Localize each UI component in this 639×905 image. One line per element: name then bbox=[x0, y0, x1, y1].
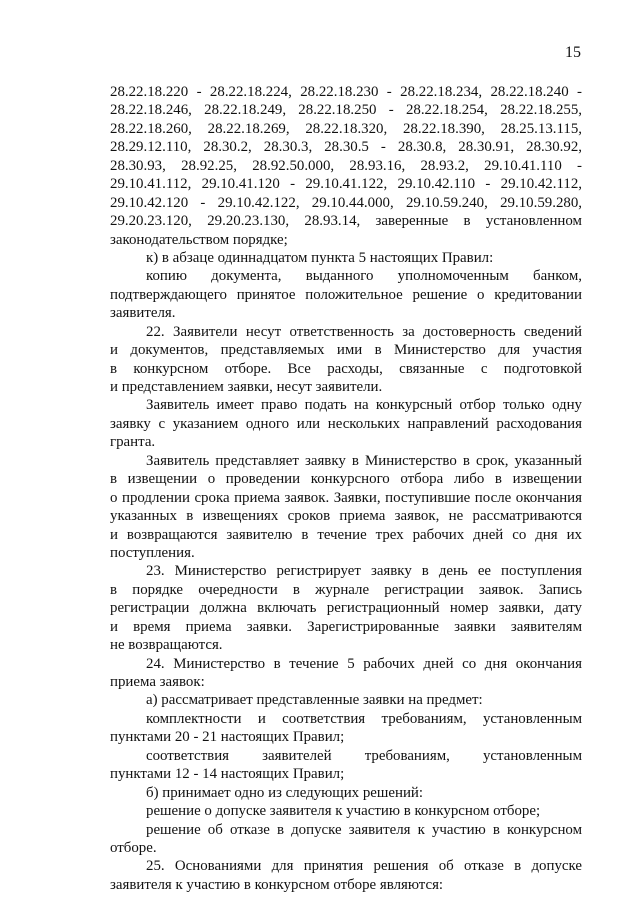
text-line: решение о допуске заявителя к участию в конкурсном отборе; bbox=[146, 803, 541, 820]
text-line: 28.22.18.246, 28.22.18.249, 28.22.18.250 - 28.22.18.254, 28.22.18.255, bbox=[110, 102, 582, 119]
text-line: регистрации должна включать регистрационный номер заявки, дату bbox=[110, 600, 582, 617]
text-line: 29.10.41.112, 29.10.41.120 - 29.10.41.122, 29.10.42.110 - 29.10.42.112, bbox=[110, 176, 582, 193]
text-line: приема заявок: bbox=[110, 674, 205, 690]
text-line: и возвращаются заявителю в течение трех рабочих дней со дня их bbox=[110, 526, 582, 543]
text-line: 22. Заявители несут ответственность за достоверность сведений bbox=[146, 323, 582, 340]
text-line: законодательством порядке; bbox=[110, 231, 288, 248]
text-line: и представлением заявки, несут заявители. bbox=[110, 379, 383, 395]
text-line: решение об отказе в допуске заявителя к участию в конкурсном bbox=[146, 821, 582, 838]
text-line: б) принимает одно из следующих решений: bbox=[146, 784, 424, 801]
text-line: 25. Основаниями для принятия решения об отказе в допуске bbox=[146, 858, 582, 875]
text-line: 28.22.18.260, 28.22.18.269, 28.22.18.320, 28.22.18.390, 28.25.13.115, bbox=[110, 120, 582, 137]
text-line: 28.22.18.220 - 28.22.18.224, 28.22.18.230 - 28.22.18.234, 28.22.18.240 - bbox=[110, 84, 582, 100]
document-body bbox=[110, 83, 582, 894]
text-line: в конкурсном отборе. Все расходы, связанные с подготовкой bbox=[110, 360, 582, 377]
text-line: пунктами 12 - 14 настоящих Правил; bbox=[110, 766, 345, 783]
text-line: комплектности и соответствия требованиям, установленным bbox=[146, 710, 582, 727]
text-line: 24. Министерство в течение 5 рабочих дней со дня окончания bbox=[146, 655, 582, 672]
text-line: в порядке очередности в журнале регистрации заявок. Запись bbox=[110, 581, 582, 598]
text-line: заявителя. bbox=[110, 305, 176, 322]
text-line: подтверждающего принятое положительное решение о кредитовании bbox=[110, 286, 582, 303]
text-line: поступления. bbox=[110, 544, 195, 561]
text-line: к) в абзаце одиннадцатом пункта 5 настоящих Правил: bbox=[146, 249, 494, 266]
text-line: заявку с указанием одного или нескольких направлений расходования bbox=[110, 415, 582, 432]
text-line: и документов, представляемых ими в Министерство для участия bbox=[110, 342, 582, 359]
text-line: 23. Министерство регистрирует заявку в день ее поступления bbox=[146, 563, 582, 580]
page-number: 15 bbox=[565, 44, 581, 61]
text-line: не возвращаются. bbox=[110, 637, 223, 654]
text-line: 29.10.42.120 - 29.10.42.122, 29.10.44.000, 29.10.59.240, 29.10.59.280, bbox=[110, 194, 582, 211]
text-line: и время приема заявки. Зарегистрированные заявки заявителям bbox=[110, 618, 582, 635]
text-line: соответствия заявителей требованиям, установленным bbox=[146, 747, 582, 764]
text-line: в извещении о проведении конкурсного отбора либо в извещении bbox=[110, 471, 582, 488]
text-line: гранта. bbox=[110, 434, 156, 451]
text-line: 29.20.23.120, 29.20.23.130, 28.93.14, заверенные в установленном bbox=[110, 213, 582, 230]
text-line: копию документа, выданного уполномоченным банком, bbox=[146, 268, 582, 285]
text-line: пунктами 20 - 21 настоящих Правил; bbox=[110, 729, 345, 746]
text-line: Заявитель имеет право подать на конкурсный отбор только одну bbox=[146, 397, 582, 414]
text-line: указанных в извещениях сроков приема заявок, не рассматриваются bbox=[110, 508, 582, 525]
text-line: заявителя к участию в конкурсном отборе являются: bbox=[110, 876, 444, 893]
text-line: о продлении срока приема заявок. Заявки, поступившие после окончания bbox=[110, 489, 582, 506]
text-line: Заявитель представляет заявку в Министерство в срок, указанный bbox=[146, 452, 582, 469]
text-line: 28.29.12.110, 28.30.2, 28.30.3, 28.30.5 - 28.30.8, 28.30.91, 28.30.92, bbox=[110, 139, 582, 156]
text-line: 28.30.93, 28.92.25, 28.92.50.000, 28.93.16, 28.93.2, 29.10.41.110 - bbox=[110, 157, 582, 174]
text-line: отборе. bbox=[110, 839, 157, 856]
text-line: а) рассматривает представленные заявки на предмет: bbox=[146, 692, 483, 709]
